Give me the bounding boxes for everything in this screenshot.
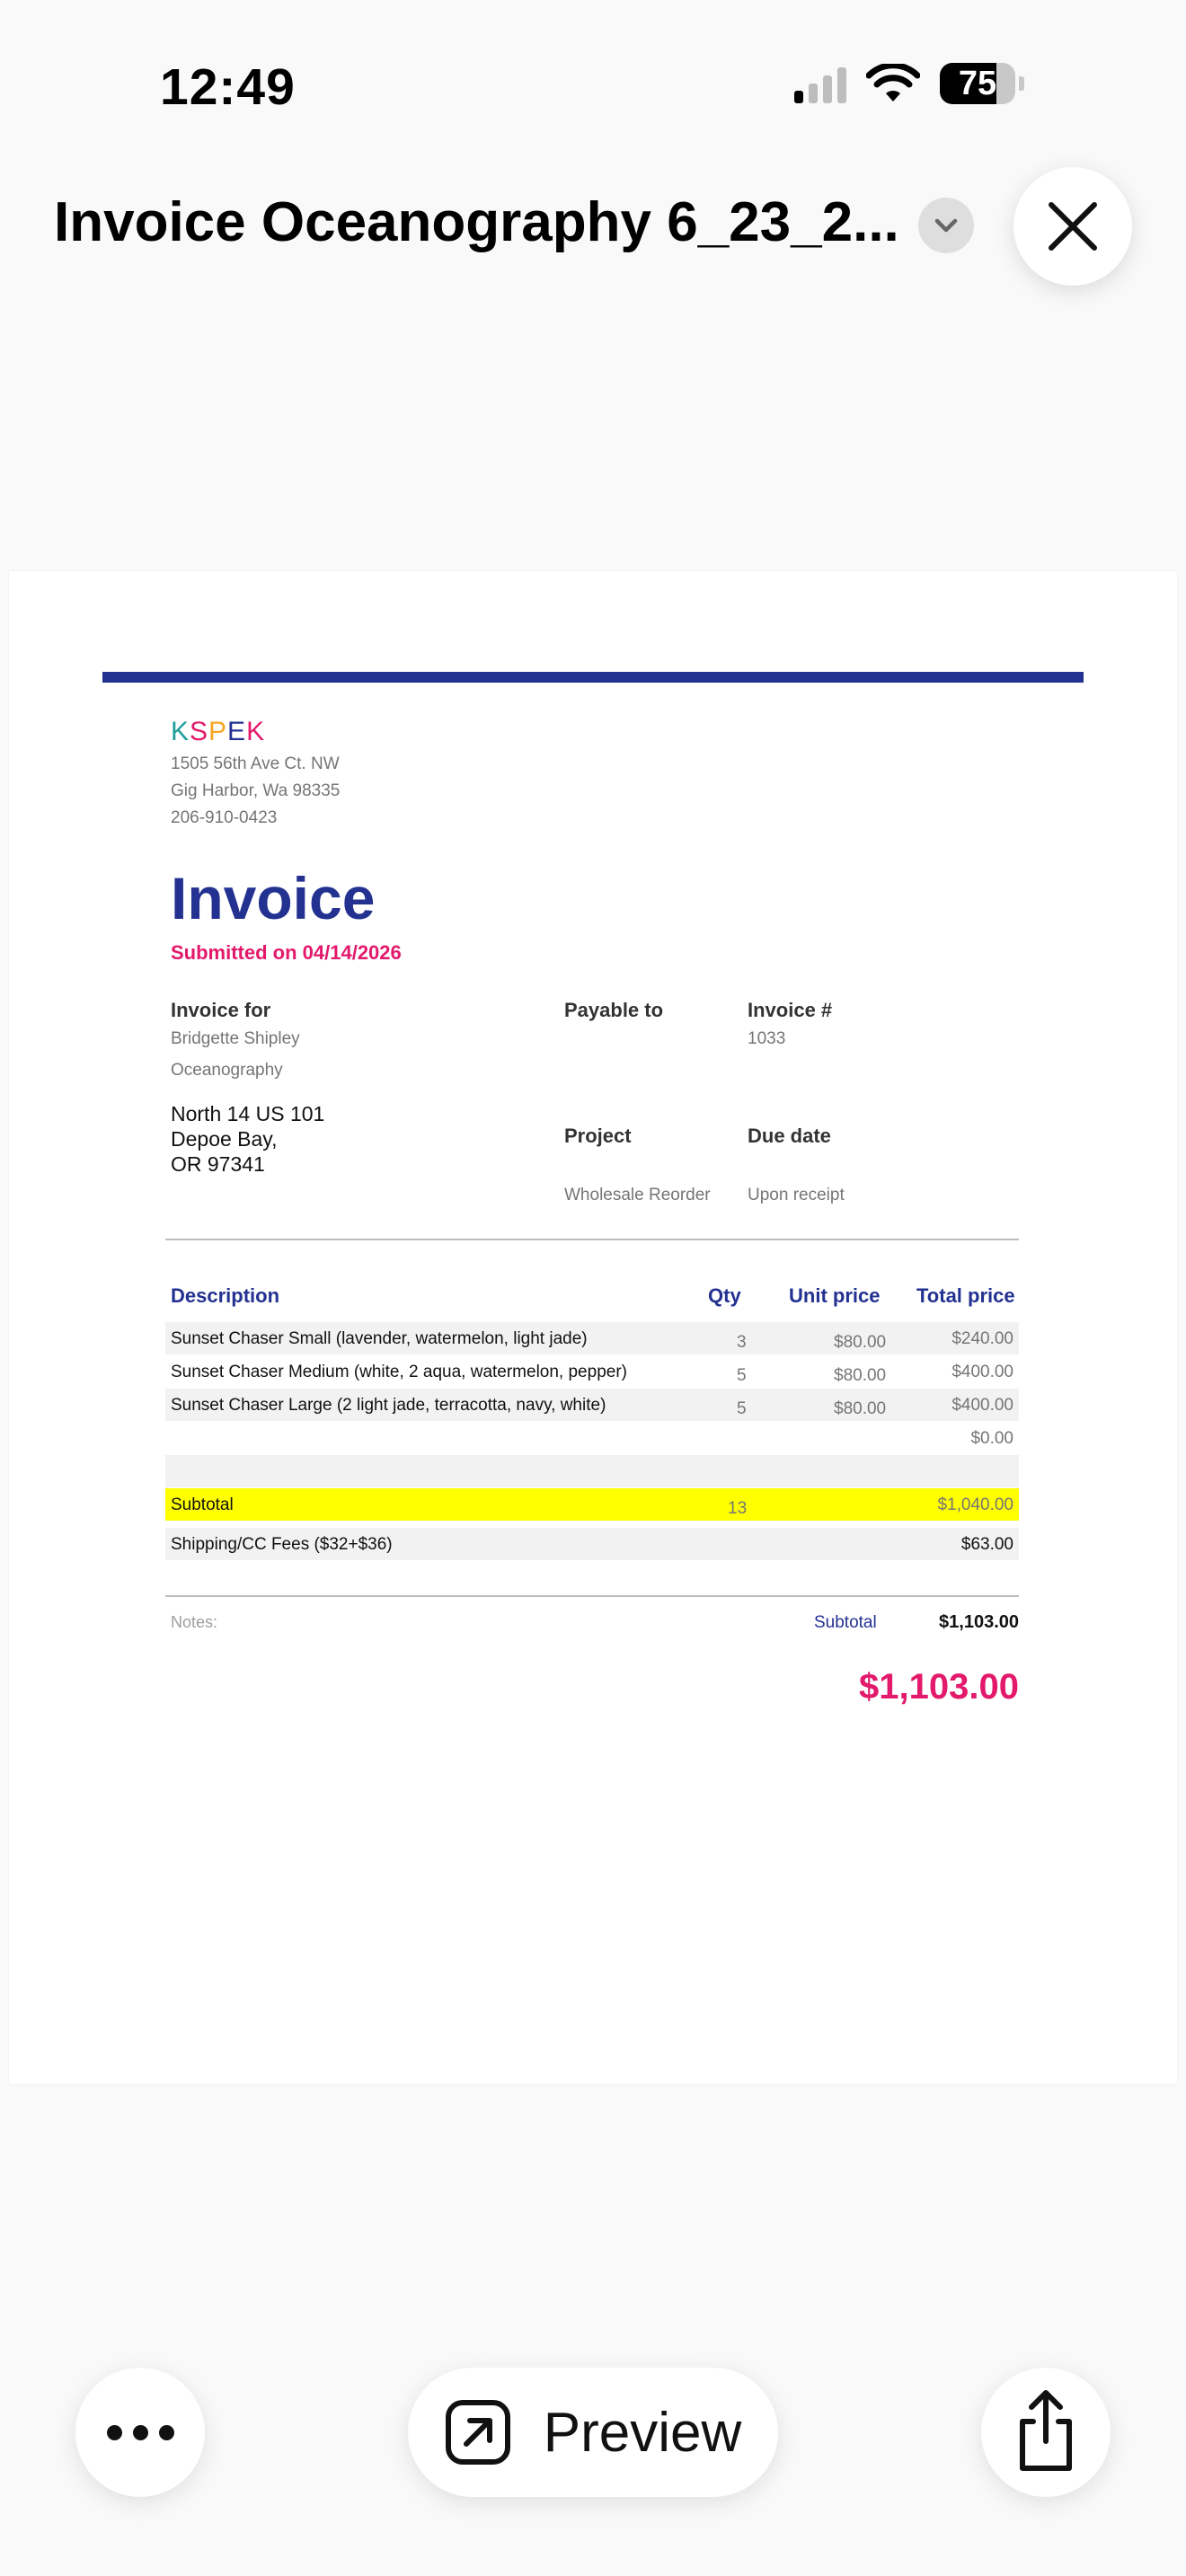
invoice-number: 1033 <box>748 1029 786 1048</box>
item-unit-price: $80.00 <box>834 1333 887 1352</box>
project-value: Wholesale Reorder <box>564 1186 711 1204</box>
shipping-row <box>165 1528 1019 1560</box>
item-qty: 5 <box>737 1366 747 1385</box>
item-unit-price: $80.00 <box>834 1366 887 1385</box>
battery-percent: 75 <box>958 64 997 102</box>
grand-total: $1,103.00 <box>859 1667 1019 1707</box>
item-qty: 5 <box>737 1399 747 1418</box>
item-unit-price: $80.00 <box>834 1399 887 1418</box>
company-logo: KSPEK <box>171 717 266 746</box>
item-total: $400.00 <box>951 1363 1013 1381</box>
due-date-value: Upon receipt <box>748 1186 845 1204</box>
invoice-for-label: Invoice for <box>171 999 271 1021</box>
item-total: $400.00 <box>951 1396 1013 1415</box>
due-date-label: Due date <box>748 1125 831 1147</box>
item-total: $0.00 <box>970 1429 1013 1448</box>
company-address-line: Gig Harbor, Wa 98335 <box>171 781 341 800</box>
more-button[interactable] <box>75 2368 205 2497</box>
close-button[interactable] <box>1013 167 1132 286</box>
subtotal-row-label: Subtotal <box>171 1495 234 1514</box>
ellipsis-icon <box>107 2425 174 2440</box>
summary-subtotal-value: $1,103.00 <box>939 1612 1019 1632</box>
subtotal-row <box>165 1488 1019 1521</box>
invoice-number-label: Invoice # <box>748 999 833 1021</box>
item-description: Sunset Chaser Large (2 light jade, terracotta, navy, white) <box>171 1396 606 1415</box>
client-name: Bridgette Shipley <box>171 1029 300 1048</box>
share-icon <box>1012 2389 1080 2475</box>
payable-to-label: Payable to <box>564 999 664 1021</box>
summary-subtotal-label: Subtotal <box>814 1613 877 1632</box>
status-time: 12:49 <box>160 58 296 116</box>
table-row <box>165 1322 1019 1354</box>
document-title[interactable]: Invoice Oceanography 6_23_2... <box>54 191 899 253</box>
client-company: Oceanography <box>171 1061 283 1080</box>
battery-icon <box>940 63 1015 104</box>
arrow-up-right-square-icon <box>445 2399 511 2466</box>
shipping-total: $63.00 <box>960 1535 1013 1554</box>
column-header-total-price: Total price <box>916 1284 1015 1307</box>
table-row-empty <box>165 1455 1019 1487</box>
subtotal-row-total: $1,040.00 <box>937 1495 1013 1514</box>
client-address-line: OR 97341 <box>171 1152 265 1176</box>
invoice-heading: Invoice <box>171 865 376 931</box>
shipping-label: Shipping/CC Fees ($32+$36) <box>171 1535 393 1554</box>
divider <box>165 1595 1019 1597</box>
subtotal-row-qty: 13 <box>728 1499 748 1518</box>
column-header-unit-price: Unit price <box>789 1284 881 1307</box>
project-label: Project <box>564 1125 632 1147</box>
title-menu-button[interactable] <box>918 198 974 253</box>
item-qty: 3 <box>737 1333 747 1352</box>
item-description: Sunset Chaser Medium (white, 2 aqua, watermelon, pepper) <box>171 1363 627 1381</box>
table-row <box>165 1389 1019 1421</box>
column-header-description: Description <box>171 1284 280 1307</box>
close-icon <box>1044 198 1102 255</box>
document-page[interactable] <box>9 571 1177 2084</box>
battery-nub <box>1019 76 1024 91</box>
item-total: $240.00 <box>951 1329 1013 1348</box>
status-indicators <box>794 63 1024 104</box>
preview-button[interactable] <box>408 2368 778 2497</box>
cellular-signal-icon <box>794 64 846 103</box>
company-address-line: 1505 56th Ave Ct. NW <box>171 754 340 773</box>
divider <box>165 1239 1019 1240</box>
company-phone: 206-910-0423 <box>171 808 278 827</box>
table-row <box>165 1422 1019 1454</box>
column-header-qty: Qty <box>708 1284 741 1307</box>
share-button[interactable] <box>981 2368 1111 2497</box>
client-address-line: North 14 US 101 <box>171 1102 325 1125</box>
invoice-top-rule <box>102 672 1084 683</box>
notes-label: Notes: <box>171 1613 218 1631</box>
table-row <box>165 1355 1019 1388</box>
wifi-icon <box>866 64 920 103</box>
chevron-down-icon <box>934 217 959 234</box>
item-description: Sunset Chaser Small (lavender, watermelon, light jade) <box>171 1329 588 1348</box>
preview-label: Preview <box>543 2401 742 2464</box>
client-address-line: Depoe Bay, <box>171 1127 278 1151</box>
submitted-date: Submitted on 04/14/2026 <box>171 941 402 964</box>
